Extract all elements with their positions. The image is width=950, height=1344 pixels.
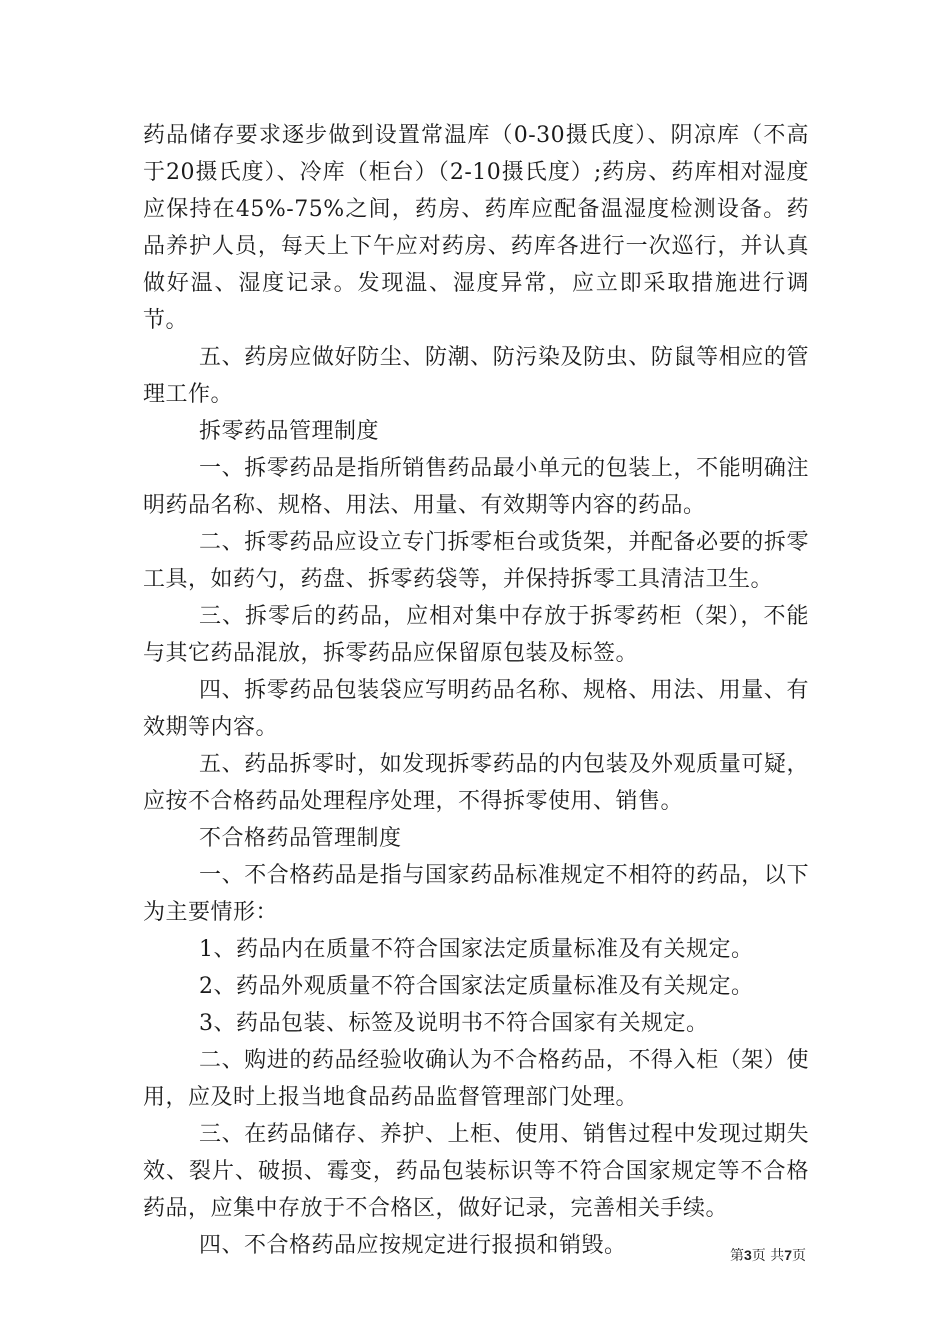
- paragraph: 二、购进的药品经验收确认为不合格药品，不得入柜（架）使用，应及时上报当地食品药品监督管理部门处理。: [143, 1048, 809, 1110]
- current-page-number: 3: [743, 1247, 752, 1263]
- paragraph: 四、拆零药品包装袋应写明药品名称、规格、用法、用量、有效期等内容。: [143, 678, 809, 740]
- paragraph: 药品储存要求逐步做到设置常温库（0-30摄氏度）、阴凉库（不高于20摄氏度）、冷库（柜台）（2-10摄氏度）;药房、药库相对湿度应保持在45%-75%之间，药房、药库应配备温湿度检测设备。药品养护人员，每天上下午应对药房、药库各进行一次巡行，并认真做好温、湿度记录。发现温、湿度异常，应立即采取措施进行调节。: [143, 123, 809, 333]
- paragraph: 三、拆零后的药品，应相对集中存放于拆零药柜（架），不能与其它药品混放，拆零药品应保留原包装及标签。: [143, 604, 809, 666]
- section-heading: 不合格药品管理制度: [199, 826, 402, 851]
- paragraph: 四、不合格药品应按规定进行报损和销毁。: [199, 1233, 627, 1258]
- footer-middle: 页 共: [751, 1248, 785, 1264]
- list-item: 2、药品外观质量不符合国家法定质量标准及有关规定。: [199, 974, 754, 999]
- paragraph: 一、拆零药品是指所销售药品最小单元的包装上，不能明确注明药品名称、规格、用法、用量、有效期等内容的药品。: [143, 456, 809, 518]
- paragraph: 五、药品拆零时，如发现拆零药品的内包装及外观质量可疑，应按不合格药品处理程序处理，不得拆零使用、销售。: [143, 752, 809, 814]
- paragraph: 三、在药品储存、养护、上柜、使用、销售过程中发现过期失效、裂片、破损、霉变，药品包装标识等不符合国家规定等不合格药品，应集中存放于不合格区，做好记录，完善相关手续。: [143, 1122, 809, 1221]
- total-page-number: 7: [784, 1247, 792, 1263]
- page-footer: [730, 1246, 806, 1265]
- paragraph: 五、药房应做好防尘、防潮、防污染及防虫、防鼠等相应的管理工作。: [143, 345, 809, 407]
- section-heading: 拆零药品管理制度: [199, 419, 380, 444]
- document-body: [143, 117, 809, 1264]
- list-item: 3、药品包装、标签及说明书不符合国家有关规定。: [199, 1011, 709, 1036]
- list-item: 1、药品内在质量不符合国家法定质量标准及有关规定。: [199, 937, 754, 962]
- paragraph: 一、不合格药品是指与国家药品标准规定不相符的药品，以下为主要情形：: [143, 863, 809, 925]
- paragraph: 二、拆零药品应设立专门拆零柜台或货架，并配备必要的拆零工具，如药勺，药盘、拆零药袋等，并保持拆零工具清洁卫生。: [143, 530, 809, 592]
- footer-suffix: 页: [792, 1248, 806, 1264]
- footer-prefix: 第: [729, 1248, 744, 1264]
